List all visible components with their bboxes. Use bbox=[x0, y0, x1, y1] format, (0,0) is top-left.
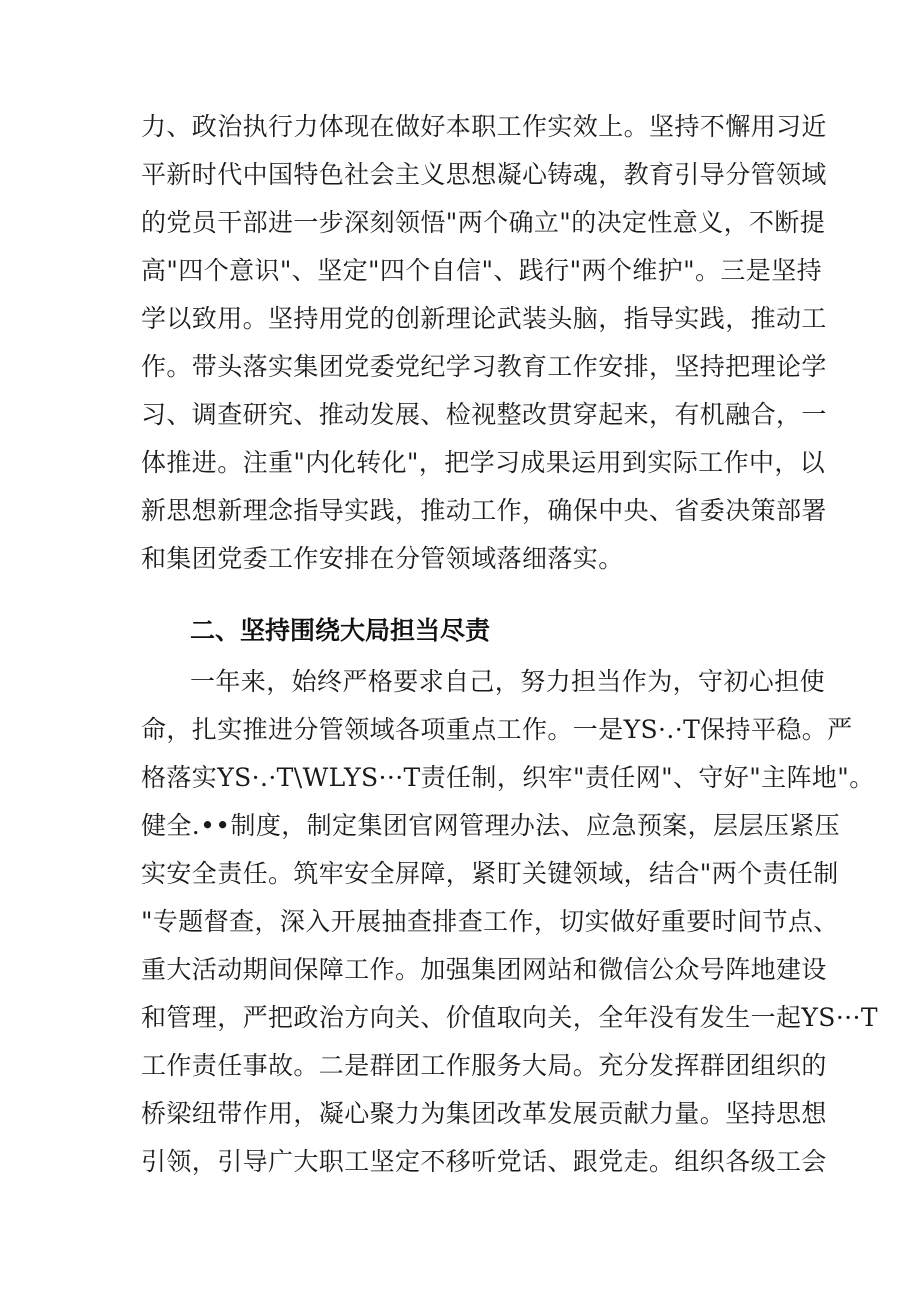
paragraph-line: 健全.••制度，制定集团官网管理办法、应急预案，层层压紧压 bbox=[141, 811, 841, 840]
paragraph-line: 和集团党委工作安排在分管领域落细落实。 bbox=[141, 544, 624, 573]
paragraph-line: "专题督查，深入开展抽查排查工作，切实做好重要时间节点、 bbox=[141, 907, 839, 936]
paragraph-line: 实安全责任。筑牢安全屏障，紧盯关键领域，结合"两个责任制 bbox=[141, 859, 839, 888]
paragraph-line: 作。带头落实集团党委党纪学习教育工作安排，坚持把理论学 bbox=[141, 352, 827, 381]
paragraph-line: 格落实YS·.·T\WLYS···T责任制，织牢"责任网"、守好"主阵地"。 bbox=[141, 763, 875, 792]
paragraph-line: 的党员干部进一步深刻领悟"两个确立"的决定性意义，不断提 bbox=[141, 208, 826, 237]
paragraph-line: 力、政治执行力体现在做好本职工作实效上。坚持不懈用习近 bbox=[141, 112, 827, 141]
paragraph-line: 平新时代中国特色社会主义思想凝心铸魂，教育引导分管领域 bbox=[141, 160, 827, 189]
paragraph-line: 新思想新理念指导实践，推动工作，确保中央、省委决策部署 bbox=[141, 496, 827, 525]
paragraph-line: 一年来，始终严格要求自己，努力担当作为，守初心担使 bbox=[190, 667, 826, 696]
section-heading: 二、坚持围绕大局担当尽责 bbox=[190, 616, 491, 645]
paragraph-line: 命，扎实推进分管领域各项重点工作。一是YS·.·T保持平稳。严 bbox=[141, 715, 853, 744]
paragraph-line: 学以致用。坚持用党的创新理论武装头脑，指导实践，推动工 bbox=[141, 304, 827, 333]
paragraph-line: 和管理，严把政治方向关、价值取向关，全年没有发生一起YS···T bbox=[141, 1003, 878, 1032]
paragraph-line: 习、调查研究、推动发展、检视整改贯穿起来，有机融合，一 bbox=[141, 400, 827, 429]
paragraph-line: 桥梁纽带作用，凝心聚力为集团改革发展贡献力量。坚持思想 bbox=[141, 1099, 827, 1128]
paragraph-line: 重大活动期间保障工作。加强集团网站和微信公众号阵地建设 bbox=[141, 955, 827, 984]
paragraph-line: 体推进。注重"内化转化"，把学习成果运用到实际工作中，以 bbox=[141, 448, 826, 477]
paragraph-line: 高"四个意识"、坚定"四个自信"、践行"两个维护"。三是坚持 bbox=[141, 256, 822, 285]
paragraph-line: 工作责任事故。二是群团工作服务大局。充分发挥群团组织的 bbox=[141, 1051, 827, 1080]
paragraph-line: 引领，引导广大职工坚定不移听党话、跟党走。组织各级工会 bbox=[141, 1147, 827, 1176]
